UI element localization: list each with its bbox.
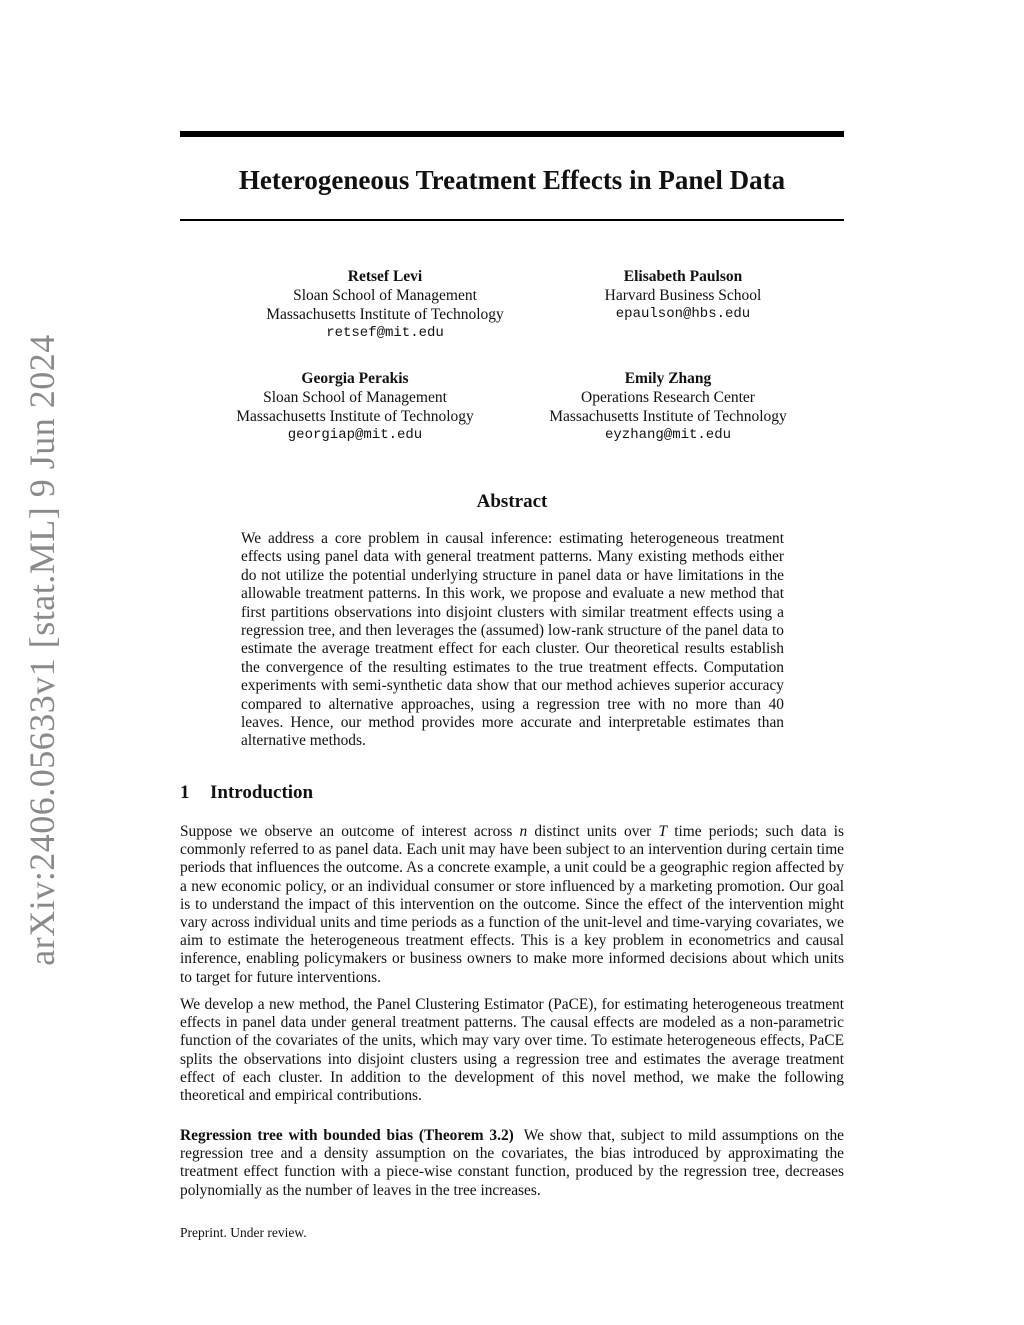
- math-variable-n: n: [519, 823, 528, 840]
- section-number: 1: [180, 782, 190, 803]
- text-run: time periods; such data is commonly referred to as panel data. Each unit may have been subject to an intervention during certain time periods that influences the outcome. As a concrete example, a unit could be a geographic region affected by a new economic policy, or an individual consumer or store influenced by a marketing promotion. Our goal is to understand the impact of this intervention on the outcome. Since the effect of the intervention might vary across individual units and time periods as a function of the unit-level and time-varying covariates, we aim to estimate the heterogeneous treatment effects. This is a key problem in econometrics and causal inference, enabling policymakers or business owners to make more informed decisions about which units to target for future interventions.: [180, 823, 844, 986]
- author-email[interactable]: epaulson@hbs.edu: [615, 306, 751, 322]
- preprint-note: Preprint. Under review.: [180, 1225, 307, 1240]
- intro-paragraph-2: We develop a new method, the Panel Clustering Estimator (PaCE), for estimating heterogeneous treatment effects in panel data under general treatment patterns. The causal effects are modeled as a non-parametric function of the covariates of the units, which may vary over time. To estimate heterogeneous effects, PaCE splits the observations into disjoint clusters using a regression tree and estimates the average treatment effect of each cluster. In addition to the development of this novel method, we make the following theoretical and empirical contributions.: [180, 996, 844, 1105]
- author-affiliation-line: Operations Research Center: [581, 389, 755, 406]
- author-block-zhang: [518, 369, 818, 445]
- author-email[interactable]: retsef@mit.edu: [326, 325, 444, 341]
- contribution-text: We show that, subject to mild assumptions on the regression tree and a density assumption on the covariates, the bias introduced by approximating the treatment effect function with a piece-wise constant function, produced by the regression tree, decreases polynomially as the number of leaves in the tree increases.: [180, 1127, 844, 1199]
- text-run: Suppose we observe an outcome of interest across: [180, 823, 520, 840]
- contribution-runin-heading: Regression tree with bounded bias (Theorem 3.2): [180, 1127, 514, 1144]
- intro-paragraph-3: [180, 1127, 844, 1200]
- author-affiliation-line: Massachusetts Institute of Technology: [549, 408, 787, 425]
- title-bottom-rule: [180, 219, 844, 221]
- paper-title: Heterogeneous Treatment Effects in Panel Data: [238, 165, 786, 195]
- text-run: distinct units over: [527, 823, 659, 840]
- intro-paragraph-1: [180, 823, 844, 987]
- author-email[interactable]: eyzhang@mit.edu: [604, 427, 732, 443]
- author-affiliation-line: Massachusetts Institute of Technology: [266, 306, 504, 323]
- section-heading-introduction: [180, 781, 313, 805]
- author-name: Elisabeth Paulson: [623, 268, 743, 285]
- author-affiliation-line: Sloan School of Management: [263, 389, 447, 406]
- title-top-rule: [180, 131, 844, 137]
- author-email[interactable]: georgiap@mit.edu: [287, 427, 423, 443]
- abstract-heading: Abstract: [476, 491, 548, 512]
- author-block-paulson: [533, 267, 833, 324]
- author-name: Georgia Perakis: [301, 370, 409, 387]
- author-block-levi: [235, 267, 535, 343]
- abstract-text: We address a core problem in causal inference: estimating heterogeneous treatment effects using panel data with general treatment patterns. Many existing methods either do not utilize the potential underlying structure in panel data or have limitations in the allowable treatment patterns. In this work, we propose and evaluate a new method that first partitions observations into disjoint clusters with similar treatment effects using a regression tree, and then leverages the (assumed) low-rank structure of the panel data to estimate the average treatment effect for each cluster. Our theoretical results establish the convergence of the resulting estimates to the true treatment effects. Computation experiments with semi-synthetic data show that our method achieves superior accuracy compared to alternative approaches, using a regression tree with no more than 40 leaves. Hence, our method provides more accurate and interpretable estimates than alternative methods.: [241, 530, 784, 750]
- math-variable-t: T: [658, 823, 668, 840]
- arxiv-identifier-text: arXiv:2406.05633v1 [stat.ML] 9 Jun 2024: [22, 334, 62, 966]
- author-affiliation-line: Harvard Business School: [604, 287, 762, 304]
- author-name: Emily Zhang: [624, 370, 712, 387]
- author-affiliation-line: Massachusetts Institute of Technology: [236, 408, 474, 425]
- author-name: Retsef Levi: [347, 268, 423, 285]
- author-affiliation-line: Sloan School of Management: [293, 287, 477, 304]
- section-title: Introduction: [210, 782, 314, 803]
- author-block-perakis: [205, 369, 505, 445]
